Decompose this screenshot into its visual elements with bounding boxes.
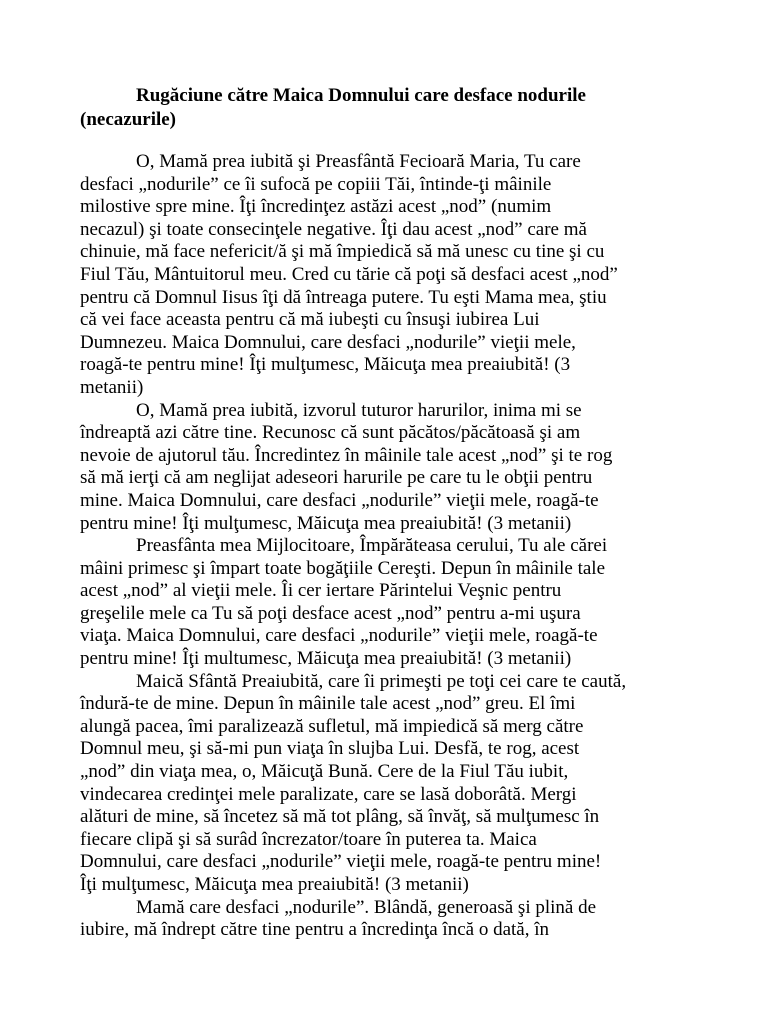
paragraph-3 <box>80 535 680 671</box>
title-line: (necazurile) <box>80 109 177 130</box>
title-line: Rugăciune către Maica Domnului care desface nodurile <box>136 85 586 106</box>
text-line: iubire, mă îndrept către tine pentru a încredinţa încă o dată, în <box>80 919 549 941</box>
text-line: Fiul Tău, Mântuitorul meu. Cred cu tărie că poţi să desfaci acest „nod” <box>80 263 618 285</box>
text-line: greşelile mele ca Tu să poţi desface acest „nod” pentru a-mi uşura <box>80 602 581 624</box>
text-line: pentru mine! Îţi multumesc, Măicuţa mea preaiubită! (3 metanii) <box>80 648 572 670</box>
text-line: Dumnezeu. Maica Domnului, care desfaci „nodurile” vieţii mele, <box>80 331 576 353</box>
text-line: fiecare clipă şi să surâd încrezator/toare în puterea ta. Maica <box>80 828 537 850</box>
prayer-body <box>80 151 680 942</box>
text-line: Preasfânta mea Mijlocitoare, Împărăteasa cerului, Tu ale cărei <box>136 535 608 557</box>
text-line: necazul) şi toate consecinţele negative. Îţi dau acest „nod” care mă <box>80 218 587 240</box>
text-line: milostive spre mine. Îţi încredinţez astăzi acest „nod” (numim <box>80 196 552 218</box>
text-line: O, Mamă prea iubită şi Preasfântă Fecioară Maria, Tu care <box>136 151 581 172</box>
text-line: mine. Maica Domnului, care desfaci „nodurile” vieţii mele, roagă-te <box>80 489 599 511</box>
prayer-title <box>80 84 700 132</box>
text-line: Domnului, care desfaci „nodurile” vieţii mele, roagă-te pentru mine! <box>80 851 602 873</box>
text-line: că vei face aceasta pentru că mă iubeşti cu însuşi iubirea Lui <box>80 309 540 331</box>
text-line: nevoie de ajutorul tău. Încredintez în mâinile tale acest „nod” şi te rog <box>80 444 613 466</box>
text-line: alături de mine, să încetez să mă tot plâng, să învăţ, să mulţumesc în <box>80 806 600 828</box>
text-line: roagă-te pentru mine! Îţi mulţumesc, Măicuţa mea preaiubită! (3 <box>80 354 571 376</box>
text-line: O, Mamă prea iubită, izvorul tuturor harurilor, inima mi se <box>136 399 582 421</box>
text-line: acest „nod” al vieţii mele. Îi cer iertare Părintelui Veşnic pentru <box>80 580 562 602</box>
text-line: alungă pacea, îmi paralizează sufletul, mă impiedică să merg către <box>80 715 584 737</box>
text-line: metanii) <box>80 376 144 398</box>
text-line: Maică Sfântă Preaiubită, care îi primeşti pe toţi cei care te caută, <box>136 670 627 692</box>
text-line: vindecarea credinţei mele paralizate, care se lasă doborâtă. Mergi <box>80 783 577 805</box>
text-line: mâini primesc şi împart toate bogăţiile Cereşti. Depun în mâinile tale <box>80 557 605 579</box>
text-line: Mamă care desfaci „nodurile”. Blândă, generoasă şi plină de <box>136 896 597 918</box>
text-line: Îţi mulţumesc, Măicuţa mea preaiubită! (3 metanii) <box>80 874 469 895</box>
text-line: viaţa. Maica Domnului, care desfaci „nodurile” vieţii mele, roagă-te <box>80 625 598 647</box>
paragraph-2 <box>80 400 680 536</box>
text-line: îndreaptă azi către tine. Recunosc că sunt păcătos/păcătoasă şi am <box>80 422 581 444</box>
text-line: desfaci „nodurile” ce îi sufocă pe copiii Tăi, întinde-ţi mâinile <box>80 173 552 195</box>
text-line: îndură-te de mine. Depun în mâinile tale acest „nod” greu. El îmi <box>80 693 576 715</box>
paragraph-5 <box>80 897 680 942</box>
text-line: „nod” din viaţa mea, o, Măicuţă Bună. Cere de la Fiul Tău iubit, <box>80 761 569 783</box>
text-line: să mă ierţi că am neglijat adeseori harurile pe care tu le obţii pentru <box>80 467 593 489</box>
text-line: pentru că Domnul Iisus îţi dă întreaga putere. Tu eşti Mama mea, ştiu <box>80 286 607 308</box>
paragraph-4 <box>80 671 680 897</box>
text-line: Domnul meu, şi să-mi pun viaţa în slujba Lui. Desfă, te rog, acest <box>80 738 580 760</box>
paragraph-1 <box>80 151 680 400</box>
text-line: pentru mine! Îţi mulţumesc, Măicuţa mea preaiubită! (3 metanii) <box>80 512 572 534</box>
text-line: chinuie, mă face nefericit/ă şi mă împiedică să mă unesc cu tine şi cu <box>80 241 605 263</box>
